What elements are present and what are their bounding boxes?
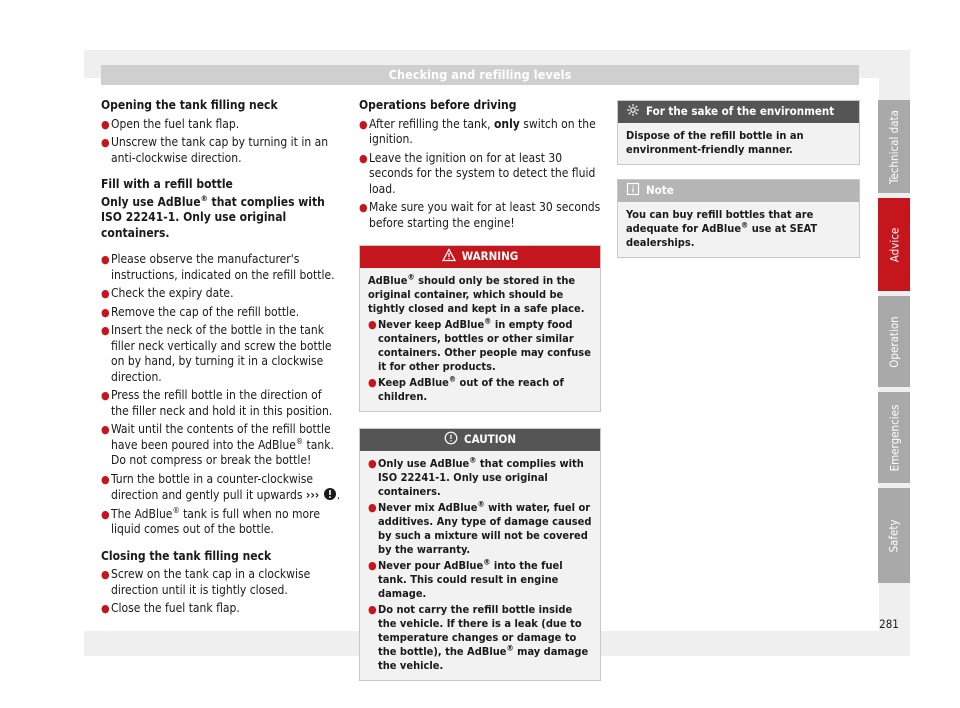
list-item: ● Do not carry the refill bottle inside the vehicle. If there is a leak (due to temperature changes or damage to the bottle), the AdBlue® may damage the vehicle. <box>368 603 589 672</box>
caution-icon <box>444 431 458 450</box>
heading-opening: Opening the tank filling neck <box>101 98 278 112</box>
list-item: ● Open the fuel tank flap. <box>101 116 240 131</box>
list-item: ● Only use AdBlue® that complies with ISO 22241-1. Only use original containers. <box>368 455 584 498</box>
list-item: ● Make sure you wait for at least 30 seconds before starting the engine! <box>359 200 601 230</box>
list-item: ● Check the expiry date. <box>101 286 234 300</box>
list-item: ● Never keep AdBlue® in empty food containers, bottles or other similar containers. Other people may confuse it for other products. <box>368 316 591 373</box>
warning-ref-icon <box>323 488 337 502</box>
environment-box <box>617 100 860 165</box>
warning-body: AdBlue® should only be stored in the original container, which should be tightly closed and kept in a safe place. ● Never keep AdBlue® in empty food containers, bottles or other similar containers. Other people may confuse it for other products. ● Keep AdBlue® out of the reach of children. <box>360 268 600 411</box>
list-item: ● Never pour AdBlue® into the fuel tank. This could result in engine damage. <box>368 557 563 600</box>
tab-safety[interactable]: Safety <box>878 488 910 583</box>
list-item: ● Unscrew the tank cap by turning it in an anti-clockwise direction. <box>101 135 329 165</box>
caution-header: CAUTION <box>360 429 600 451</box>
note-body: You can buy refill bottles that are adequate for AdBlue® use at SEAT dealerships. <box>618 202 859 257</box>
heading-closing: Closing the tank filling neck <box>101 548 272 563</box>
cross-reference-arrows[interactable]: ››› <box>305 488 320 502</box>
info-icon <box>626 182 640 201</box>
list-item: ● Insert the neck of the bottle in the tank filler neck vertically and screw the bottle on by hand, by turning it in a clockwise direction. <box>101 323 332 384</box>
list-item: ● Turn the bottle in a counter-clockwise direction and gently pull it upwards ››› . <box>101 471 341 502</box>
list-item: ● Remove the cap of the refill bottle. <box>101 304 300 319</box>
list-item: ● Close the fuel tank flap. <box>101 601 240 615</box>
list-item: ● Please observe the manufacturer's instructions, indicated on the refill bottle. <box>101 252 335 282</box>
environment-leaf-icon <box>626 103 640 122</box>
warning-header: WARNING <box>360 246 600 268</box>
note-box <box>617 179 860 258</box>
list-item: ● Never mix AdBlue® with water, fuel or additives. Any type of damage caused by such a mixture will not be covered by the warranty. <box>368 499 592 556</box>
list-item: ● Leave the ignition on for at least 30 seconds for the system to detect the fluid load. <box>359 150 596 196</box>
page-title: Checking and refilling levels <box>101 65 859 85</box>
list-item: ● Screw on the tank cap in a clockwise direction until it is tightly closed. <box>101 567 311 597</box>
warning-triangle-icon <box>442 248 456 267</box>
opening-steps-list <box>101 117 341 167</box>
note-header: Note <box>618 180 859 202</box>
column-1 <box>101 98 341 617</box>
caution-body <box>360 451 600 680</box>
tab-advice[interactable]: Advice <box>878 198 910 291</box>
list-item: ● Press the refill bottle in the direction of the filler neck and hold it in this position. <box>101 388 333 418</box>
page-number: 281 <box>879 617 899 631</box>
caution-box <box>359 428 601 681</box>
column-3 <box>617 100 860 258</box>
list-item: ● Wait until the contents of the refill bottle have been poured into the AdBlue® tank. Do not compress or break the bottle! <box>101 422 334 467</box>
tab-emergencies[interactable]: Emergencies <box>878 392 910 483</box>
environment-body: Dispose of the refill bottle in an environment-friendly manner. <box>618 123 859 164</box>
environment-header: For the sake of the environment <box>618 101 859 123</box>
operations-list <box>359 151 601 232</box>
warning-box <box>359 245 601 412</box>
list-item: ● The AdBlue® tank is full when no more liquid comes out of the bottle. <box>101 505 320 536</box>
fill-steps-list <box>101 252 341 419</box>
closing-steps-list <box>101 567 341 617</box>
tab-operation[interactable]: Operation <box>878 296 910 387</box>
heading-fill: Fill with a refill bottle <box>101 177 233 191</box>
only-use-line: Only use AdBlue® that complies with ISO 22241-1. Only use original containers. <box>101 193 325 240</box>
list-item: ● Keep AdBlue® out of the reach of children. <box>368 374 564 403</box>
heading-operations: Operations before driving <box>359 98 517 112</box>
column-2 <box>359 98 601 681</box>
list-item: ● After refilling the tank, only switch on the ignition. <box>359 116 596 146</box>
tab-technical-data[interactable]: Technical data <box>878 100 910 193</box>
